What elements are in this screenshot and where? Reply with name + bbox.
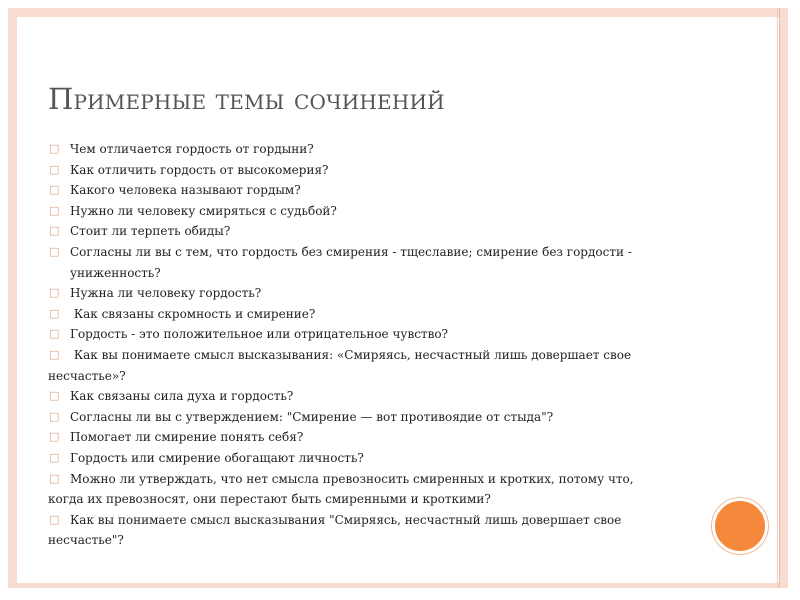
list-item-text-line2: несчастье"? [48, 533, 124, 548]
list-item-text-line1: Как вы понимаете смысл высказывания "Смиряясь, несчастный лишь довершает свое [70, 512, 622, 527]
decorative-circle-icon [712, 498, 768, 554]
list-item [48, 221, 648, 242]
list-item [48, 201, 648, 222]
list-item [48, 469, 648, 510]
list-item-text: Гордость или смирение обогащают личность? [70, 450, 364, 465]
list-item-text-line1: Как вы понимаете смысл высказывания: «Смиряясь, несчастный лишь довершает свое [70, 347, 632, 362]
list-item-text-line1: Согласны ли вы с тем, что гордость без смирения - тщеславие; смирение без гордости - [70, 244, 632, 259]
list-item [48, 510, 648, 551]
list-item-text: Согласны ли вы с утверждением: "Смирение — вот противоядие от стыда"? [70, 409, 554, 424]
list-item [48, 386, 648, 407]
bullet-icon: □ [49, 512, 60, 526]
list-item-text: Какого человека называют гордым? [70, 183, 301, 198]
bullet-icon: □ [49, 286, 60, 300]
list-item-text: Нужно ли человеку смиряться с судьбой? [70, 203, 337, 218]
list-item-text: Как отличить гордость от высокомерия? [70, 162, 329, 177]
list-item-text: Гордость - это положительное или отрицательное чувство? [70, 327, 448, 342]
list-item-text: Как связаны скромность и смирение? [70, 306, 316, 321]
list-item-text: Стоит ли терпеть обиды? [70, 224, 231, 239]
list-item [48, 448, 648, 469]
list-item [48, 345, 648, 386]
list-item [48, 180, 648, 201]
frame-inner-rule [777, 8, 778, 588]
bullet-icon: □ [49, 183, 60, 197]
list-item-text-line2: униженность? [70, 265, 161, 280]
bullet-icon: □ [49, 224, 60, 238]
list-item-text: Нужна ли человеку гордость? [70, 286, 262, 301]
list-item [48, 139, 648, 160]
list-item-text: Чем отличается гордость от гордыни? [70, 142, 314, 156]
bullet-icon: □ [49, 409, 60, 423]
list-item-text-line2: когда их превозносят, они перестают быть смиренными и кроткими? [48, 492, 491, 507]
frame-right-border [779, 8, 780, 588]
bullet-icon: □ [49, 306, 60, 320]
bullet-icon: □ [49, 389, 60, 403]
list-item [48, 427, 648, 448]
bullet-icon: □ [49, 162, 60, 176]
list-item [48, 304, 648, 325]
bullet-icon: □ [49, 450, 60, 464]
bullet-icon: □ [49, 471, 60, 485]
list-item-text-line2: несчастье»? [48, 368, 126, 383]
list-item-text: Помогает ли смирение понять себя? [70, 430, 304, 445]
bullet-icon: □ [49, 347, 60, 361]
list-item [48, 242, 648, 283]
bullet-icon: □ [49, 244, 60, 258]
topic-list [48, 139, 648, 551]
slide-title: Примерные темы сочинений [48, 82, 445, 116]
bullet-icon: □ [49, 203, 60, 217]
bullet-icon: □ [49, 142, 60, 155]
list-item [48, 324, 648, 345]
list-item [48, 407, 648, 428]
list-item [48, 160, 648, 181]
bullet-icon: □ [49, 430, 60, 444]
list-item-text-line1: Можно ли утверждать, что нет смысла превозносить смиренных и кротких, потому что, [70, 471, 634, 486]
bullet-icon: □ [49, 327, 60, 341]
list-item [48, 283, 648, 304]
list-item-text: Как связаны сила духа и гордость? [70, 389, 294, 404]
